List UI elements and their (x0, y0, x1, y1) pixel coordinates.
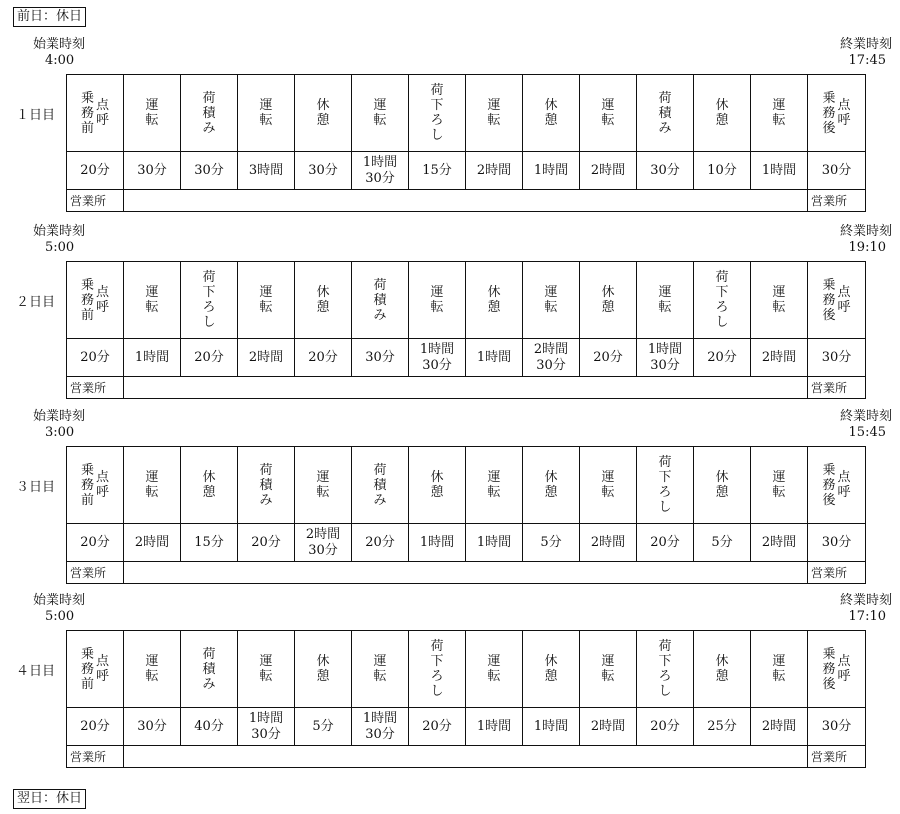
duration-cell (124, 339, 181, 377)
duration-text: 2時間 30分 (533, 341, 569, 373)
duration-cell (124, 708, 181, 746)
activity-cell (580, 75, 637, 152)
duration-cell (466, 339, 523, 377)
duration-text: 15分 (422, 162, 452, 178)
activity-text (67, 647, 123, 692)
duration-text: 30分 (308, 162, 338, 178)
duration-text: 1時間 30分 (248, 710, 284, 742)
duration-cell (694, 524, 751, 562)
end-time: 17:10 (848, 609, 886, 624)
activity-text: 休 憩 (430, 470, 444, 500)
activity-text: 運 転 (601, 470, 615, 500)
duration-cell (238, 339, 295, 377)
activity-text: 荷 積 み (373, 277, 387, 323)
duration-text: 30分 (821, 349, 852, 365)
activity-text: 運 転 (373, 654, 387, 684)
duration-cell (124, 524, 181, 562)
office-gap (124, 377, 808, 399)
day-schedule-table (66, 630, 866, 768)
activity-cell (580, 631, 637, 708)
activity-text (808, 463, 865, 508)
day-schedule-table (66, 74, 866, 212)
activity-text: 荷 下 ろ し (202, 270, 216, 330)
duration-cell (751, 524, 808, 562)
start-label: 始業時刻 (33, 593, 86, 608)
duration-cell (580, 708, 637, 746)
prev-day-note: 前日：休日 (13, 7, 86, 27)
activity-text-part: 乗 務 後 (822, 90, 836, 136)
duration-cell (523, 339, 580, 377)
activity-text: 運 転 (601, 98, 615, 128)
activity-cell (238, 262, 295, 339)
office-cell-start: 営業所 (67, 190, 124, 212)
activity-text: 運 転 (487, 654, 501, 684)
activity-text: 荷 積 み (658, 90, 672, 136)
activity-cell (466, 447, 523, 524)
activity-cell (751, 447, 808, 524)
end-label: 終業時刻 (839, 224, 892, 239)
duration-text: 1時間 30分 (419, 341, 455, 373)
activity-text-part: 乗 務 後 (822, 462, 836, 508)
activity-cell (238, 75, 295, 152)
duration-cell (808, 524, 866, 562)
activity-text: 休 憩 (202, 470, 216, 500)
duration-text: 30分 (137, 718, 167, 734)
duration-text: 5分 (540, 534, 562, 550)
duration-text: 30分 (821, 534, 852, 550)
activity-cell (295, 262, 352, 339)
activity-cell (181, 262, 238, 339)
activity-text: 運 転 (772, 98, 786, 128)
activity-text-part: 乗 務 後 (822, 646, 836, 692)
duration-row (67, 708, 866, 746)
duration-cell (181, 152, 238, 190)
duration-cell (751, 339, 808, 377)
activity-cell (238, 631, 295, 708)
duration-row (67, 152, 866, 190)
activity-cell (466, 262, 523, 339)
activity-cell (580, 447, 637, 524)
duration-text: 1時間 (533, 718, 569, 734)
duration-cell (523, 708, 580, 746)
activity-cell (352, 447, 409, 524)
duration-text: 1時間 (134, 349, 170, 365)
activity-text: 荷 積 み (202, 646, 216, 692)
duration-text: 40分 (194, 718, 224, 734)
duration-cell (580, 339, 637, 377)
duration-text: 20分 (593, 349, 623, 365)
duration-cell (295, 708, 352, 746)
duration-cell (352, 339, 409, 377)
activity-text: 運 転 (259, 285, 273, 315)
activity-cell (466, 631, 523, 708)
day-schedule-table (66, 261, 866, 399)
duration-text: 30分 (194, 162, 224, 178)
activity-text (67, 463, 123, 508)
activity-cell (409, 75, 466, 152)
activity-cell (181, 447, 238, 524)
activity-cell (352, 262, 409, 339)
activity-text: 運 転 (259, 654, 273, 684)
activity-text: 運 転 (145, 470, 159, 500)
activity-cell (808, 447, 866, 524)
activity-cell (466, 75, 523, 152)
duration-text: 20分 (707, 349, 737, 365)
day-label: ３日目 (16, 480, 56, 495)
duration-cell (409, 152, 466, 190)
office-cell-end: 営業所 (808, 190, 866, 212)
activity-cell (523, 631, 580, 708)
activity-cell (694, 75, 751, 152)
activity-cell (67, 631, 124, 708)
duration-cell (751, 708, 808, 746)
duration-cell (181, 524, 238, 562)
activity-text: 運 転 (658, 285, 672, 315)
duration-cell (181, 708, 238, 746)
activity-cell (124, 447, 181, 524)
office-cell-end: 営業所 (808, 377, 866, 399)
duration-text: 20分 (80, 534, 110, 550)
activity-text: 荷 下 ろ し (430, 639, 444, 699)
duration-cell (67, 708, 124, 746)
activity-text-part: 乗 務 後 (822, 277, 836, 323)
activity-text-part: 乗 務 前 (80, 90, 94, 136)
duration-text: 2時間 (590, 162, 626, 178)
duration-cell (295, 339, 352, 377)
activity-text: 荷 積 み (373, 462, 387, 508)
activity-cell (523, 262, 580, 339)
duration-cell (67, 339, 124, 377)
activity-text: 運 転 (487, 98, 501, 128)
office-cell-end: 営業所 (808, 562, 866, 584)
activity-text-part: 点 呼 (837, 470, 851, 500)
activity-text-part: 点 呼 (837, 654, 851, 684)
duration-text: 2時間 (590, 534, 626, 550)
end-time: 15:45 (848, 425, 886, 440)
activity-text: 運 転 (373, 98, 387, 128)
activity-text: 運 転 (487, 470, 501, 500)
activity-text: 休 憩 (601, 285, 615, 315)
duration-cell (409, 339, 466, 377)
activity-cell (694, 631, 751, 708)
activity-text-part: 点 呼 (96, 470, 110, 500)
activity-cell (808, 631, 866, 708)
activity-cell (523, 447, 580, 524)
office-gap (124, 746, 808, 768)
duration-text: 1時間 (761, 162, 797, 178)
activity-text: 休 憩 (544, 654, 558, 684)
duration-cell (751, 152, 808, 190)
activity-cell (808, 262, 866, 339)
duration-text: 1時間 (419, 534, 455, 550)
activity-text: 運 転 (430, 285, 444, 315)
duration-text: 20分 (650, 718, 680, 734)
activity-cell (637, 75, 694, 152)
activity-cell (295, 447, 352, 524)
activity-text: 運 転 (544, 285, 558, 315)
duration-cell (352, 524, 409, 562)
activity-row (67, 262, 866, 339)
activity-text: 荷 下 ろ し (430, 83, 444, 143)
start-label: 始業時刻 (33, 224, 86, 239)
duration-text: 1時間 30分 (647, 341, 683, 373)
activity-text-part: 乗 務 前 (80, 462, 94, 508)
activity-row (67, 447, 866, 524)
activity-text-part: 点 呼 (837, 285, 851, 315)
activity-cell (409, 631, 466, 708)
activity-text (808, 278, 865, 323)
office-gap (124, 190, 808, 212)
activity-text (67, 278, 123, 323)
activity-text: 休 憩 (544, 98, 558, 128)
duration-text: 30分 (650, 162, 680, 178)
duration-text: 5分 (711, 534, 733, 550)
office-gap (124, 562, 808, 584)
activity-cell (751, 262, 808, 339)
duration-cell (238, 524, 295, 562)
duration-cell (808, 339, 866, 377)
activity-row (67, 631, 866, 708)
duration-cell (67, 524, 124, 562)
duration-cell (694, 152, 751, 190)
activity-text-part: 乗 務 前 (80, 277, 94, 323)
start-label: 始業時刻 (33, 409, 86, 424)
activity-text: 休 憩 (715, 98, 729, 128)
duration-text: 1時間 (476, 349, 512, 365)
duration-cell (352, 708, 409, 746)
duration-cell (238, 152, 295, 190)
activity-cell (181, 75, 238, 152)
duration-cell (67, 152, 124, 190)
duration-cell (808, 708, 866, 746)
activity-cell (124, 75, 181, 152)
duration-text: 30分 (137, 162, 167, 178)
start-time: 3:00 (45, 425, 75, 440)
duration-text: 5分 (312, 718, 334, 734)
activity-text: 休 憩 (316, 654, 330, 684)
activity-text-part: 点 呼 (837, 98, 851, 128)
office-row (67, 377, 866, 399)
end-label: 終業時刻 (839, 409, 892, 424)
activity-cell (352, 75, 409, 152)
activity-text: 荷 積 み (259, 462, 273, 508)
day-label: ４日目 (16, 664, 56, 679)
duration-text: 20分 (251, 534, 281, 550)
duration-text: 2時間 (761, 349, 797, 365)
duration-text: 20分 (308, 349, 338, 365)
activity-text: 休 憩 (487, 285, 501, 315)
duration-cell (238, 708, 295, 746)
activity-text: 荷 積 み (202, 90, 216, 136)
office-cell-start: 営業所 (67, 562, 124, 584)
duration-cell (637, 708, 694, 746)
office-row (67, 190, 866, 212)
activity-cell (694, 447, 751, 524)
activity-cell (580, 262, 637, 339)
activity-text (808, 647, 865, 692)
duration-cell (580, 524, 637, 562)
activity-cell (409, 262, 466, 339)
duration-text: 20分 (365, 534, 395, 550)
duration-text: 30分 (365, 349, 395, 365)
day-label: ２日目 (16, 295, 56, 310)
activity-cell (523, 75, 580, 152)
activity-text: 休 憩 (316, 98, 330, 128)
day-label: １日目 (16, 108, 56, 123)
duration-cell (466, 708, 523, 746)
duration-text: 2時間 (590, 718, 626, 734)
office-row (67, 746, 866, 768)
activity-text: 運 転 (145, 654, 159, 684)
duration-text: 20分 (80, 718, 110, 734)
activity-text: 運 転 (145, 285, 159, 315)
activity-cell (637, 631, 694, 708)
activity-text: 休 憩 (316, 285, 330, 315)
end-label: 終業時刻 (839, 593, 892, 608)
start-label: 始業時刻 (33, 37, 86, 52)
activity-text: 運 転 (772, 654, 786, 684)
activity-text: 荷 下 ろ し (658, 455, 672, 515)
duration-cell (637, 152, 694, 190)
duration-cell (409, 524, 466, 562)
duration-cell (124, 152, 181, 190)
activity-row (67, 75, 866, 152)
duration-text: 2時間 (761, 534, 797, 550)
activity-cell (751, 75, 808, 152)
duration-cell (466, 152, 523, 190)
activity-cell (352, 631, 409, 708)
duration-text: 1時間 (476, 718, 512, 734)
activity-cell (808, 75, 866, 152)
activity-text: 休 憩 (715, 654, 729, 684)
duration-cell (352, 152, 409, 190)
duration-cell (181, 339, 238, 377)
duration-text: 10分 (707, 162, 737, 178)
duration-cell (694, 708, 751, 746)
activity-cell (67, 75, 124, 152)
duration-cell (694, 339, 751, 377)
duration-text: 20分 (422, 718, 452, 734)
start-time: 5:00 (45, 240, 75, 255)
activity-text-part: 乗 務 前 (80, 646, 94, 692)
duration-text: 1時間 (476, 534, 512, 550)
activity-cell (124, 262, 181, 339)
duration-text: 3時間 (248, 162, 284, 178)
activity-cell (637, 447, 694, 524)
activity-cell (67, 262, 124, 339)
duration-text: 1時間 30分 (362, 154, 398, 186)
activity-text-part: 点 呼 (96, 98, 110, 128)
duration-row (67, 339, 866, 377)
end-time: 19:10 (848, 240, 886, 255)
duration-cell (523, 152, 580, 190)
duration-cell (295, 152, 352, 190)
duration-cell (523, 524, 580, 562)
duration-cell (295, 524, 352, 562)
duration-cell (409, 708, 466, 746)
duration-text: 15分 (194, 534, 224, 550)
activity-text (67, 91, 123, 136)
duration-text: 2時間 (476, 162, 512, 178)
duration-cell (637, 524, 694, 562)
duration-text: 20分 (80, 162, 110, 178)
office-cell-start: 営業所 (67, 746, 124, 768)
activity-text: 休 憩 (544, 470, 558, 500)
start-time: 4:00 (45, 53, 75, 68)
activity-text: 荷 下 ろ し (715, 270, 729, 330)
duration-text: 25分 (707, 718, 737, 734)
duration-text: 2時間 (248, 349, 284, 365)
activity-cell (67, 447, 124, 524)
duration-row (67, 524, 866, 562)
start-time: 5:00 (45, 609, 75, 624)
activity-cell (694, 262, 751, 339)
activity-text-part: 点 呼 (96, 285, 110, 315)
end-time: 17:45 (848, 53, 886, 68)
activity-cell (238, 447, 295, 524)
office-cell-end: 営業所 (808, 746, 866, 768)
duration-text: 30分 (821, 718, 852, 734)
duration-text: 20分 (194, 349, 224, 365)
duration-text: 30分 (821, 162, 852, 178)
office-row (67, 562, 866, 584)
activity-cell (124, 631, 181, 708)
end-label: 終業時刻 (839, 37, 892, 52)
activity-cell (295, 631, 352, 708)
duration-text: 2時間 (134, 534, 170, 550)
activity-text: 運 転 (316, 470, 330, 500)
activity-text: 運 転 (145, 98, 159, 128)
duration-text: 20分 (650, 534, 680, 550)
duration-text: 2時間 30分 (305, 526, 341, 558)
activity-text: 休 憩 (715, 470, 729, 500)
activity-cell (181, 631, 238, 708)
activity-cell (751, 631, 808, 708)
duration-cell (580, 152, 637, 190)
day-schedule-table (66, 446, 866, 584)
activity-text-part: 点 呼 (96, 654, 110, 684)
activity-text: 荷 下 ろ し (658, 639, 672, 699)
duration-cell (637, 339, 694, 377)
activity-cell (637, 262, 694, 339)
next-day-note: 翌日：休日 (13, 789, 86, 809)
activity-cell (409, 447, 466, 524)
activity-cell (295, 75, 352, 152)
duration-text: 20分 (80, 349, 110, 365)
duration-text: 1時間 (533, 162, 569, 178)
activity-text: 運 転 (772, 470, 786, 500)
duration-cell (808, 152, 866, 190)
duration-cell (466, 524, 523, 562)
activity-text (808, 91, 865, 136)
activity-text: 運 転 (259, 98, 273, 128)
activity-text: 運 転 (601, 654, 615, 684)
duration-text: 1時間 30分 (362, 710, 398, 742)
activity-text: 運 転 (772, 285, 786, 315)
office-cell-start: 営業所 (67, 377, 124, 399)
duration-text: 2時間 (761, 718, 797, 734)
